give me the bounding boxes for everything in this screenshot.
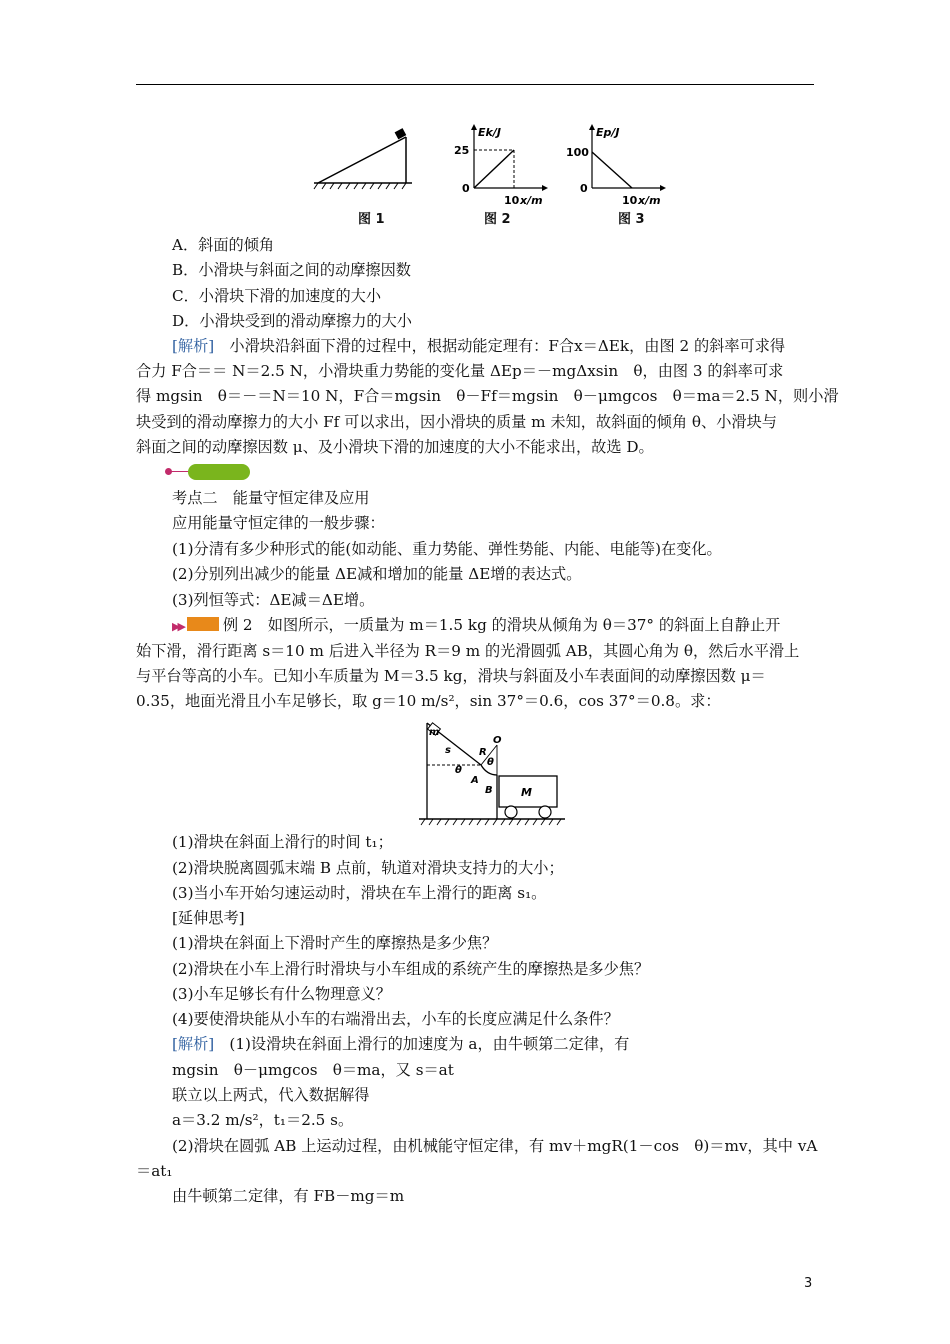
option-a: A．斜面的倾角: [172, 236, 275, 254]
example-2-line-3: 与平台等高的小车。已知小车质量为 M＝3.5 kg，滑块与斜面及小车表面间的动摩擦因数 μ＝: [136, 667, 766, 685]
extension-q4: (4)要使滑块能从小车的右端滑出去，小车的长度应满足什么条件？: [172, 1010, 619, 1028]
example-2-diagram: [415, 715, 575, 827]
section-marker-badge: [188, 464, 250, 480]
analysis-2-line-5: (2)滑块在圆弧 AB 上运动过程，由机械能守恒定律，有 mv＋mgR(1－cos θ)＝mv，其中 vA: [172, 1137, 818, 1155]
header-rule: [136, 84, 814, 85]
fig3-ylabel: Ep/J: [596, 126, 620, 139]
analysis-2-line-2: mgsin θ－μmgcos θ＝ma，又 s＝at: [172, 1061, 454, 1079]
option-b: B．小滑块与斜面之间的动摩擦因数: [172, 261, 411, 279]
svg-text:O: O: [493, 735, 502, 746]
svg-text:m: m: [429, 727, 440, 738]
section-2-step-3: (3)列恒等式：ΔE减＝ΔE增。: [172, 591, 375, 609]
fig3-xlabel: x/m: [638, 194, 661, 207]
svg-text:B: B: [485, 785, 493, 796]
section-marker-dot: [165, 468, 172, 475]
extension-q1: (1)滑块在斜面上下滑时产生的摩擦热是多少焦？: [172, 934, 498, 952]
example-2-line-4: 0.35，地面光滑且小车足够长，取 g＝10 m/s²，sin 37°＝0.6，cos 37°＝0.8。求：: [136, 692, 721, 710]
section-2-title: 考点二 能量守恒定律及应用: [172, 489, 370, 507]
figure-3-caption: 图 3: [618, 212, 645, 227]
question-3: (3)当小车开始匀速运动时，滑块在车上滑行的距离 s₁。: [172, 884, 547, 902]
fig2-xlabel: x/m: [520, 194, 543, 207]
analysis-1-line-1: [解析] 小滑块沿斜面下滑的过程中，根据动能定理有：F合x＝ΔEk，由图 2 的斜率可求得: [172, 337, 786, 355]
fig3-origin: 0: [580, 182, 588, 195]
analysis-tag: [解析]: [172, 1035, 215, 1053]
fig3-ytick: 100: [566, 146, 589, 159]
svg-text:θ: θ: [487, 757, 494, 768]
example-2-line-2: 始下滑，滑行距离 s＝10 m 后进入半径为 R＝9 m 的光滑圆弧 AB，其圆心角为 θ，然后水平滑上: [136, 642, 800, 660]
analysis-1-line-3: 得 mgsin θ＝－＝N＝10 N，F合＝mgsin θ－Ff＝mgsin θ－μmgcos θ＝ma＝2.5 N，则小滑: [136, 387, 839, 405]
example-box: [187, 617, 219, 631]
example-2-line-1: ▶▶ 例 2 如图所示，一质量为 m＝1.5 kg 的滑块从倾角为 θ＝37° 的斜面上自静止开: [172, 616, 781, 634]
extension-title: [延伸思考]: [172, 909, 245, 927]
extension-q3: (3)小车足够长有什么物理意义？: [172, 985, 391, 1003]
analysis-1-line-5: 斜面之间的动摩擦因数 μ、及小滑块下滑的加速度的大小不能求出，故选 D。: [136, 438, 654, 456]
analysis-2-line-3: 联立以上两式，代入数据解得: [172, 1086, 370, 1104]
svg-text:M: M: [521, 786, 532, 799]
figure-1-caption: 图 1: [358, 212, 385, 227]
fig2-origin: 0: [462, 182, 470, 195]
figure-1-incline: [310, 125, 420, 195]
figure-2-ek-chart: [450, 122, 550, 208]
fig2-ytick: 25: [454, 144, 470, 157]
analysis-2-line-7: 由牛顿第二定律，有 FB－mg＝m: [172, 1187, 405, 1205]
figure-3-ep-chart: [560, 122, 670, 208]
figure-2-caption: 图 2: [484, 212, 511, 227]
analysis-2-line-4: a＝3.2 m/s²，t₁＝2.5 s。: [172, 1111, 354, 1129]
section-2-step-1: (1)分清有多少种形式的能(如动能、重力势能、弹性势能、内能、电能等)在变化。: [172, 540, 722, 558]
svg-text:θ: θ: [455, 765, 462, 776]
page-number: 3: [804, 1276, 813, 1291]
example-arrow-icon: ▶▶: [172, 620, 183, 633]
fig2-xtick: 10: [504, 194, 520, 207]
extension-q2: (2)滑块在小车上滑行时滑块与小车组成的系统产生的摩擦热是多少焦？: [172, 960, 650, 978]
question-2: (2)滑块脱离圆弧末端 B 点前，轨道对滑块支持力的大小；: [172, 859, 564, 877]
analysis-2-line-6: ＝at₁: [136, 1162, 173, 1180]
svg-text:s: s: [445, 745, 451, 756]
analysis-tag: [解析]: [172, 337, 215, 355]
svg-text:A: A: [471, 775, 479, 786]
section-2-intro: 应用能量守恒定律的一般步骤：: [172, 514, 385, 532]
option-c: C．小滑块下滑的加速度的大小: [172, 287, 382, 305]
analysis-1-line-4: 块受到的滑动摩擦力的大小 Ff 可以求出，因小滑块的质量 m 未知，故斜面的倾角 θ、小滑块与: [136, 413, 777, 431]
analysis-1-line-2: 合力 F合＝＝ N＝2.5 N，小滑块重力势能的变化量 ΔEp＝－mgΔxsin θ，由图 3 的斜率可求: [136, 362, 784, 380]
svg-text:R: R: [479, 747, 487, 758]
analysis-2-line-1: [解析] (1)设滑块在斜面上滑行的加速度为 a，由牛顿第二定律，有: [172, 1035, 630, 1053]
option-d: D．小滑块受到的滑动摩擦力的大小: [172, 312, 412, 330]
section-2-step-2: (2)分别列出减少的能量 ΔE减和增加的能量 ΔE增的表达式。: [172, 565, 582, 583]
question-1: (1)滑块在斜面上滑行的时间 t₁；: [172, 833, 393, 851]
fig2-ylabel: Ek/J: [478, 126, 501, 139]
fig3-xtick: 10: [622, 194, 638, 207]
